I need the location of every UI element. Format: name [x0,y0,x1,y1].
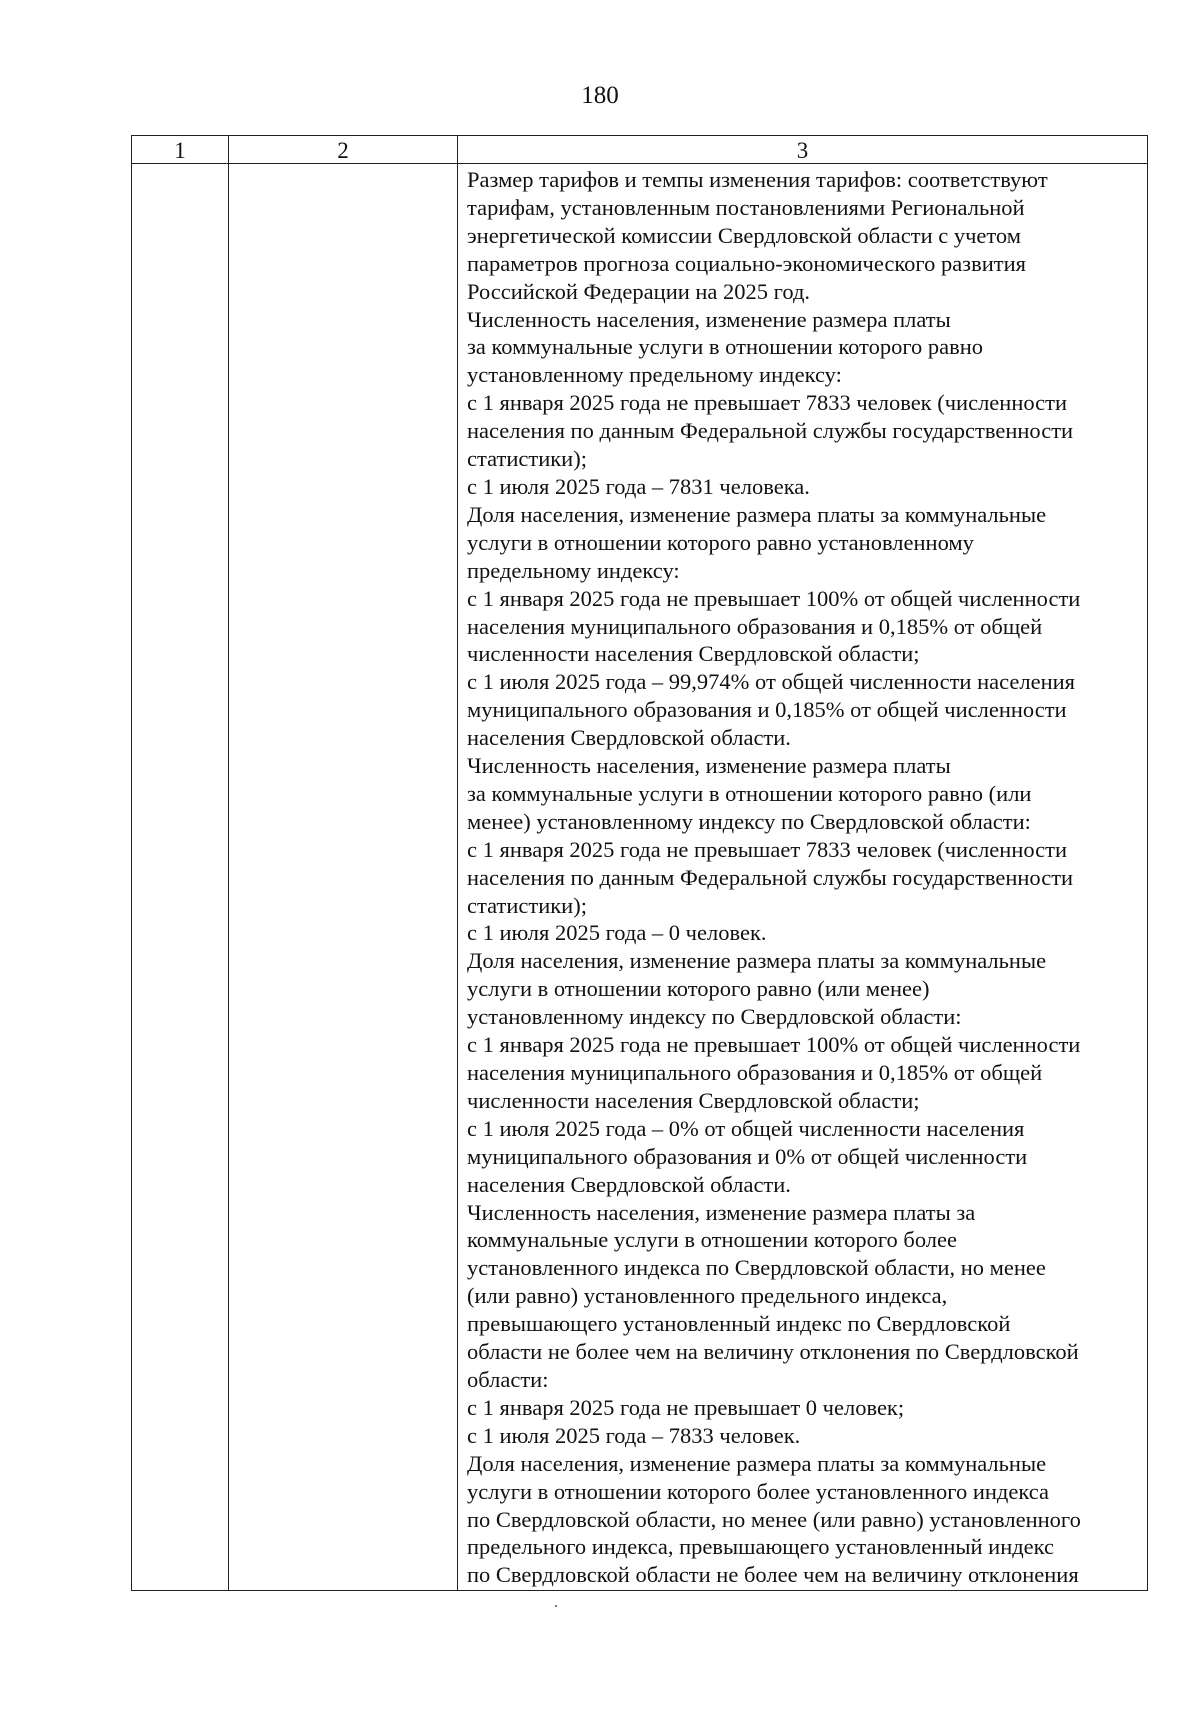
text-line: с 1 июля 2025 года – 0% от общей численности населения [467,1115,1025,1141]
text-line: (или равно) установленного предельного индекса, [467,1283,948,1309]
text-line: установленного индекса по Свердловской области, но менее [467,1255,1046,1281]
text-line: по Свердловской области, но менее (или равно) установленного [467,1506,1081,1532]
text-line: с 1 июля 2025 года – 7833 человек. [467,1422,801,1448]
text-line: с 1 января 2025 года не превышает 100% от общей численности [467,1032,1081,1058]
text-line: области: [467,1366,549,1392]
table-row [132,164,1148,1591]
text-line: услуги в отношении которого более установленного индекса [467,1478,1049,1504]
text-line: с 1 января 2025 года не превышает 0 человек; [467,1394,905,1420]
text-line: Численность населения, изменение размера платы [467,306,951,332]
text-line: тарифам, установленным постановлениями Региональной [467,194,1025,220]
text-line: Российской Федерации на 2025 год. [467,278,811,304]
text-line: услуги в отношении которого равно (или менее) [467,976,930,1002]
text-line: с 1 января 2025 года не превышает 7833 человек (численности [467,390,1068,416]
text-line: численности населения Свердловской области; [467,1087,920,1113]
text-line: с 1 июля 2025 года – 99,974% от общей численности населения [467,669,1075,695]
text-line: населения по данным Федеральной службы государственности [467,864,1074,890]
text-line: менее) установленному индексу по Свердловской области: [467,808,1031,834]
text-line: Доля населения, изменение размера платы за коммунальные [467,501,1047,527]
text-line: численности населения Свердловской области; [467,641,920,667]
cell-col1 [132,164,229,1591]
cell-col3-text [458,164,1147,1589]
text-line: Численность населения, изменение размера платы [467,753,951,779]
text-line: населения по данным Федеральной службы государственности [467,418,1074,444]
text-line: муниципального образования и 0% от общей численности [467,1143,1028,1169]
page-number: 180 [581,82,619,109]
text-line: с 1 июля 2025 года – 0 человек. [467,920,767,946]
text-line: параметров прогноза социально-экономического развития [467,250,1026,276]
cell-col2 [229,164,458,1591]
text-line: энергетической комиссии Свердловской области с учетом [467,222,1021,248]
text-line: за коммунальные услуги в отношении которого равно [467,334,984,360]
text-line: статистики); [467,446,587,472]
text-line: с 1 января 2025 года не превышает 7833 человек (численности [467,836,1068,862]
text-line: установленному индексу по Свердловской области: [467,1004,962,1030]
text-line: превышающего установленный индекс по Свердловской [467,1311,1011,1337]
text-line: предельному индексу: [467,557,680,583]
text-line: населения муниципального образования и 0,185% от общей [467,613,1043,639]
text-line: услуги в отношении которого равно установленному [467,529,974,555]
text-line: области не более чем на величину отклонения по Свердловской [467,1339,1079,1365]
document-table [131,135,1148,1591]
text-line: населения Свердловской области. [467,725,791,751]
text-line: установленному предельному индексу: [467,362,842,388]
text-line: с 1 июля 2025 года – 7831 человека. [467,473,810,499]
text-line: предельного индекса, превышающего установленный индекс [467,1534,1055,1560]
text-line: Доля населения, изменение размера платы за коммунальные [467,1450,1047,1476]
text-line: Численность населения, изменение размера платы за [467,1199,976,1225]
text-line: коммунальные услуги в отношении которого более [467,1227,957,1253]
column-header-3: 3 [458,136,1148,164]
column-header-2: 2 [229,136,458,164]
text-line: муниципального образования и 0,185% от общей численности [467,697,1067,723]
table-header-row [132,136,1148,164]
text-line: статистики); [467,892,587,918]
column-header-1: 1 [132,136,229,164]
text-line: Доля населения, изменение размера платы за коммунальные [467,948,1047,974]
cell-col3 [458,164,1148,1591]
text-line: за коммунальные услуги в отношении которого равно (или [467,780,1032,806]
text-line: по Свердловской области не более чем на величину отклонения [467,1562,1079,1588]
text-line: с 1 января 2025 года не превышает 100% от общей численности [467,585,1081,611]
scan-artifact [555,1605,557,1607]
text-line: населения Свердловской области. [467,1171,791,1197]
text-line: населения муниципального образования и 0,185% от общей [467,1060,1043,1085]
text-line: Размер тарифов и темпы изменения тарифов: соответствуют [467,167,1048,192]
